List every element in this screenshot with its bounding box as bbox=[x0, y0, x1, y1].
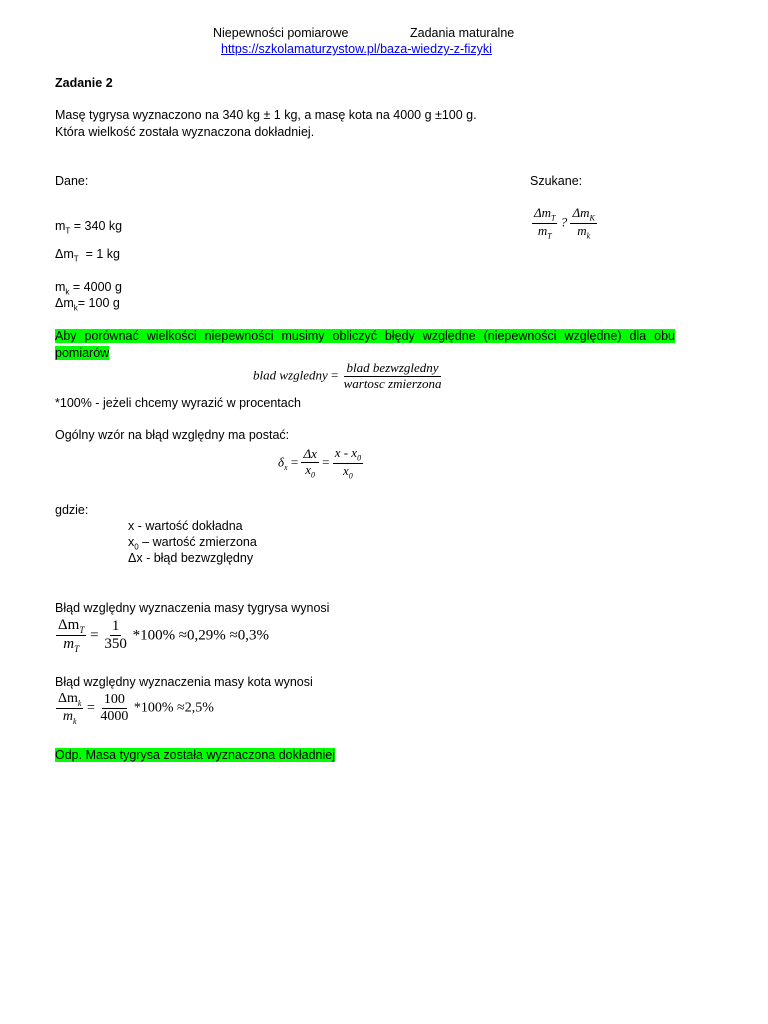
where-item-exact: x - wartość dokładna bbox=[128, 519, 243, 533]
general-formula-intro: Ogólny wzór na błąd względny ma postać: bbox=[55, 428, 290, 442]
where-item-measured: $x_0$ – wartość zmierzona bbox=[128, 535, 257, 552]
given-uncertainty-tiger: $\Delta m_T = 1$ kg bbox=[55, 247, 121, 264]
where-label: gdzie: bbox=[55, 503, 89, 517]
task-line-2: Która wielkość została wyznaczona dokładniej. bbox=[55, 125, 315, 139]
task-title: Zadanie 2 bbox=[55, 76, 113, 90]
answer bbox=[55, 748, 335, 762]
given-mass-tiger: $m_T = 340$ kg bbox=[55, 219, 123, 236]
given-mass-cat: $m_k = 4000$ g bbox=[55, 280, 122, 297]
header-subject: Niepewności pomiarowe bbox=[213, 26, 349, 40]
answer-highlight: Odp. Masa tygrysa została wyznaczona dokładniej bbox=[55, 748, 336, 762]
tiger-label: Błąd względny wyznaczenia masy tygrysa wynosi bbox=[55, 601, 330, 615]
given-label: Dane: bbox=[55, 174, 89, 188]
explanation-highlight: Aby porównać wielkości niepewności musimy obliczyć błędy względne (niepewności względne) dla obu pomiarów bbox=[55, 329, 675, 360]
cat-label: Błąd względny wyznaczenia masy kota wynosi bbox=[55, 675, 313, 689]
sought-label: Szukane: bbox=[530, 174, 583, 188]
cat-calculation: $\frac{\Delta m_k}{m_k}$ = $\frac{100}{4000}$ *100% ≈2,5% bbox=[58, 691, 214, 726]
header-category: Zadania maturalne bbox=[410, 26, 515, 40]
source-link[interactable]: https://szkolamaturzystow.pl/baza-wiedzy-z-fizyki bbox=[221, 42, 492, 56]
task-line-1: Masę tygrysa wyznaczono na 340 kg ± 1 kg, a masę kota na 4000 g ±100 g. bbox=[55, 108, 477, 122]
percent-note: *100% - jeżeli chcemy wyrazić w procentach bbox=[55, 396, 301, 410]
tiger-calculation: $\frac{\Delta m_T}{m_T}$ = $\frac{1}{350}$ *100% ≈0,29% ≈0,3% bbox=[58, 617, 270, 655]
sought-formula: $\frac{\Delta m_T}{m_T}$ ? $\frac{\Delta m_K}{m_k}$ bbox=[534, 205, 595, 241]
explanation-paragraph bbox=[55, 328, 675, 362]
general-formula: $\delta_x$ = $\frac{\Delta x}{x_0}$ = $\frac{x - x_0}{x_0}$ bbox=[278, 445, 362, 481]
given-uncertainty-cat: $\Delta m_k= 100$ g bbox=[55, 296, 120, 313]
where-item-absolute: Δx - błąd bezwzględny bbox=[128, 551, 254, 565]
relative-error-definition: blad wzgledny = $\frac{\text{blad bezwzgledny}}{\text{wartosc zmierzona}}$ bbox=[253, 360, 442, 391]
